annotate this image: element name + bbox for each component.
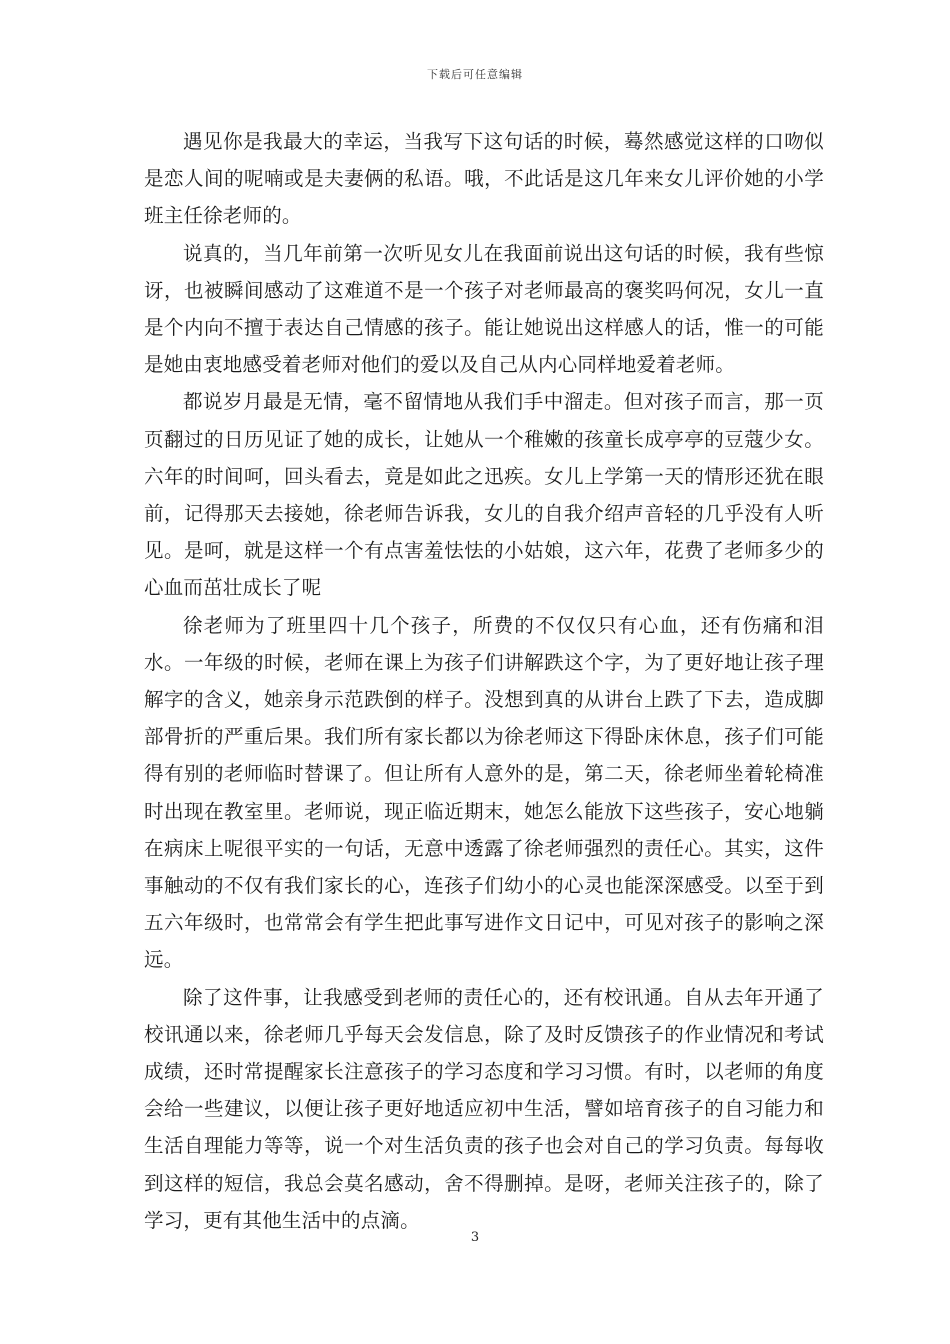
paragraph: 徐老师为了班里四十几个孩子，所费的不仅仅只有心血，还有伤痛和泪水。一年级的时候，老师在课上为孩子们讲解跌这个字，为了更好地让孩子理解字的含义，她亲身示范跌倒的样子。没想到真的从讲台上跌了下去，造成脚部骨折的严重后果。我们所有家长都以为徐老师这下得卧床休息，孩子们可能得有别的老师临时替课了。但让所有人意外的是，第二天，徐老师坐着轮椅准时出现在教室里。老师说，现正临近期末，她怎么能放下这些孩子，安心地躺在病床上呢很平实的一句话，无意中透露了徐老师强烈的责任心。其实，这件事触动的不仅有我们家长的心，连孩子们幼小的心灵也能深深感受。以至于到五六年级时，也常常会有学生把此事写进作文日记中，可见对孩子的影响之深远。 bbox=[144, 613, 824, 972]
paragraph: 说真的，当几年前第一次听见女儿在我面前说出这句话的时候，我有些惊讶，也被瞬间感动了这难道不是一个孩子对老师最高的褒奖吗何况，女儿一直是个内向不擅于表达自己情感的孩子。能让她说出这样感人的话，惟一的可能是她由衷地感受着老师对他们的爱以及自己从内心同样地爱着老师。 bbox=[144, 241, 824, 377]
paragraph: 遇见你是我最大的幸运，当我写下这句话的时候，蓦然感觉这样的口吻似是恋人间的呢喃或是夫妻俩的私语。哦，不此话是这几年来女儿评价她的小学班主任徐老师的。 bbox=[144, 130, 824, 228]
paragraph: 都说岁月最是无情，毫不留情地从我们手中溜走。但对孩子而言，那一页页翻过的日历见证了她的成长，让她从一个稚嫩的孩童长成亭亭的豆蔻少女。六年的时间呵，回头看去，竟是如此之迅疾。女儿上学第一天的情形还犹在眼前，记得那天去接她，徐老师告诉我，女儿的自我介绍声音轻的几乎没有人听见。是呵，就是这样一个有点害羞怯怯的小姑娘，这六年，花费了老师多少的心血而茁壮成长了呢 bbox=[144, 390, 824, 600]
document-body bbox=[144, 123, 824, 1239]
page-header: 下载后可任意编辑 bbox=[427, 68, 523, 81]
paragraph: 除了这件事，让我感受到老师的责任心的，还有校讯通。自从去年开通了校讯通以来，徐老师几乎每天会发信息，除了及时反馈孩子的作业情况和考试成绩，还时常提醒家长注意孩子的学习态度和学习习惯。有时，以老师的角度会给一些建议，以便让孩子更好地适应初中生活，譬如培育孩子的自习能力和生活自理能力等等，说一个对生活负责的孩子也会对自己的学习负责。每每收到这样的短信，我总会莫名感动，舍不得删掉。是呀，老师关注孩子的，除了学习，更有其他生活中的点滴。 bbox=[144, 985, 824, 1232]
page-number: 3 bbox=[470, 1230, 480, 1245]
